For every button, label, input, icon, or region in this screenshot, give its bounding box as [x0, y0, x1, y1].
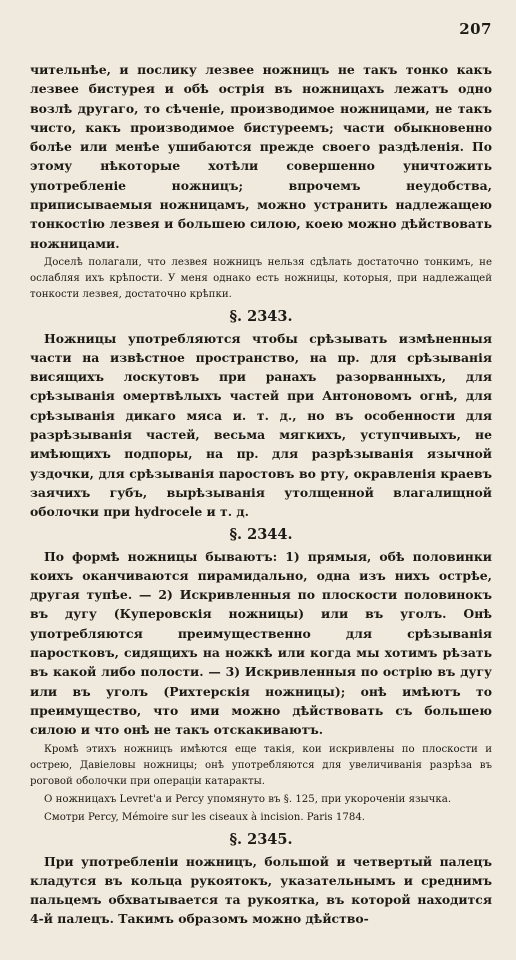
page-number: 207: [459, 20, 492, 38]
note-levret-percy: О ножницахъ Levret'а и Percy упомянуто въ §. 125, при укороченіи язычка.: [44, 794, 452, 806]
page-content: [30, 60, 492, 929]
note-daviel-scissors: Кромѣ этихъ ножницъ имѣются еще такія, кои искривлены по плоскости и острею, Давіеловы ножницы; онѣ употребляются для увеличиванія разрѣза въ роговой оболочки при операціи катаракты.: [30, 743, 492, 787]
paragraph-scissors-uses: Ножницы употребляются чтобы срѣзывать измѣненныя части на извѣстное пространство, на пр. для срѣзыванія висящихъ лоскутовъ при ранахъ разорванныхъ, для срѣзыванія омертвѣлыхъ частей при Антоновомъ огнѣ, для срѣзыванія дикаго мяса и. т. д., но въ особенности для разрѣзыванія частей, весьма мягкихъ, уступчивыхъ, не имѣющихъ подпоры, на пр. для разрѣзыванія язычной уздочки, для срѣзыванія паростовъ во рту, окравленія краевъ заячихъ губъ, вырѣзыванія утолщенной влагалищной оболочки при hydrocele и т. д.: [30, 330, 492, 520]
paragraph-scissors-forms: По формѣ ножницы бываютъ: 1) прямыя, обѣ половинки коихъ оканчиваются пирамидально, одна изъ нихъ острѣе, другая тупѣе. — 2) Искривленныя по плоскости половинокъ въ дугу (Куперовскія ножницы) или въ уголъ. Онѣ употребляются преимущественно для срѣзыванія паростковъ, сидящихъ на ножкѣ или когда мы хотимъ рѣзать въ какой либо полости. — 3) Искривленныя по острію въ дугу или въ уголъ (Рихтерскія ножницы); онѣ имѣютъ то преимущество, что ими можно дѣйствовать съ большею силою и что онѣ не такъ отскакиваютъ.: [30, 548, 492, 738]
section-heading-2344: §. 2344.: [229, 525, 293, 543]
section-heading-2343: §. 2343.: [229, 307, 293, 325]
paragraph-scissors-handling: При употребленіи ножницъ, большой и четвертый палецъ кладутся въ кольца рукоятокъ, указательнымъ и среднимъ пальцемъ обхватывается та рукоятка, въ которой находится 4-й палецъ. Такимъ образомъ можно дѣйство-: [30, 853, 492, 927]
paragraph-continuation: чительнѣе, и послику лезвее ножницъ не такъ тонко какъ лезвее бистурея и обѣ острія въ ножницахъ лежатъ одно возлѣ другаго, то сѣченіе, производимое ножницами, не такъ чисто, какъ производимое бистуреемъ; части обыкновенно болѣе или менѣе ушибаются прежде своего раздѣленія. По этому нѣкоторые хотѣли совершенно уничтожить употребленіе ножницъ; впрочемъ неудобства, приписываемыя ножницамъ, можно устранить надлежащею тонкостію лезвея и большею силою, коею можно дѣйствовать ножницами.: [30, 62, 492, 251]
note-percy-reference: Смотри Percy, Mémoire sur les ciseaux à incision. Paris 1784.: [44, 812, 366, 824]
section-heading-2345: §. 2345.: [229, 830, 293, 848]
footnote-blade-thickness: Доселѣ полагали, что лезвея ножницъ нельзя сдѣлать достаточно тонкимъ, не ослабляя ихъ крѣпости. У меня однако есть ножницы, которыя, при надлежащей тонкости лезвея, достаточно крѣпки.: [30, 256, 492, 301]
